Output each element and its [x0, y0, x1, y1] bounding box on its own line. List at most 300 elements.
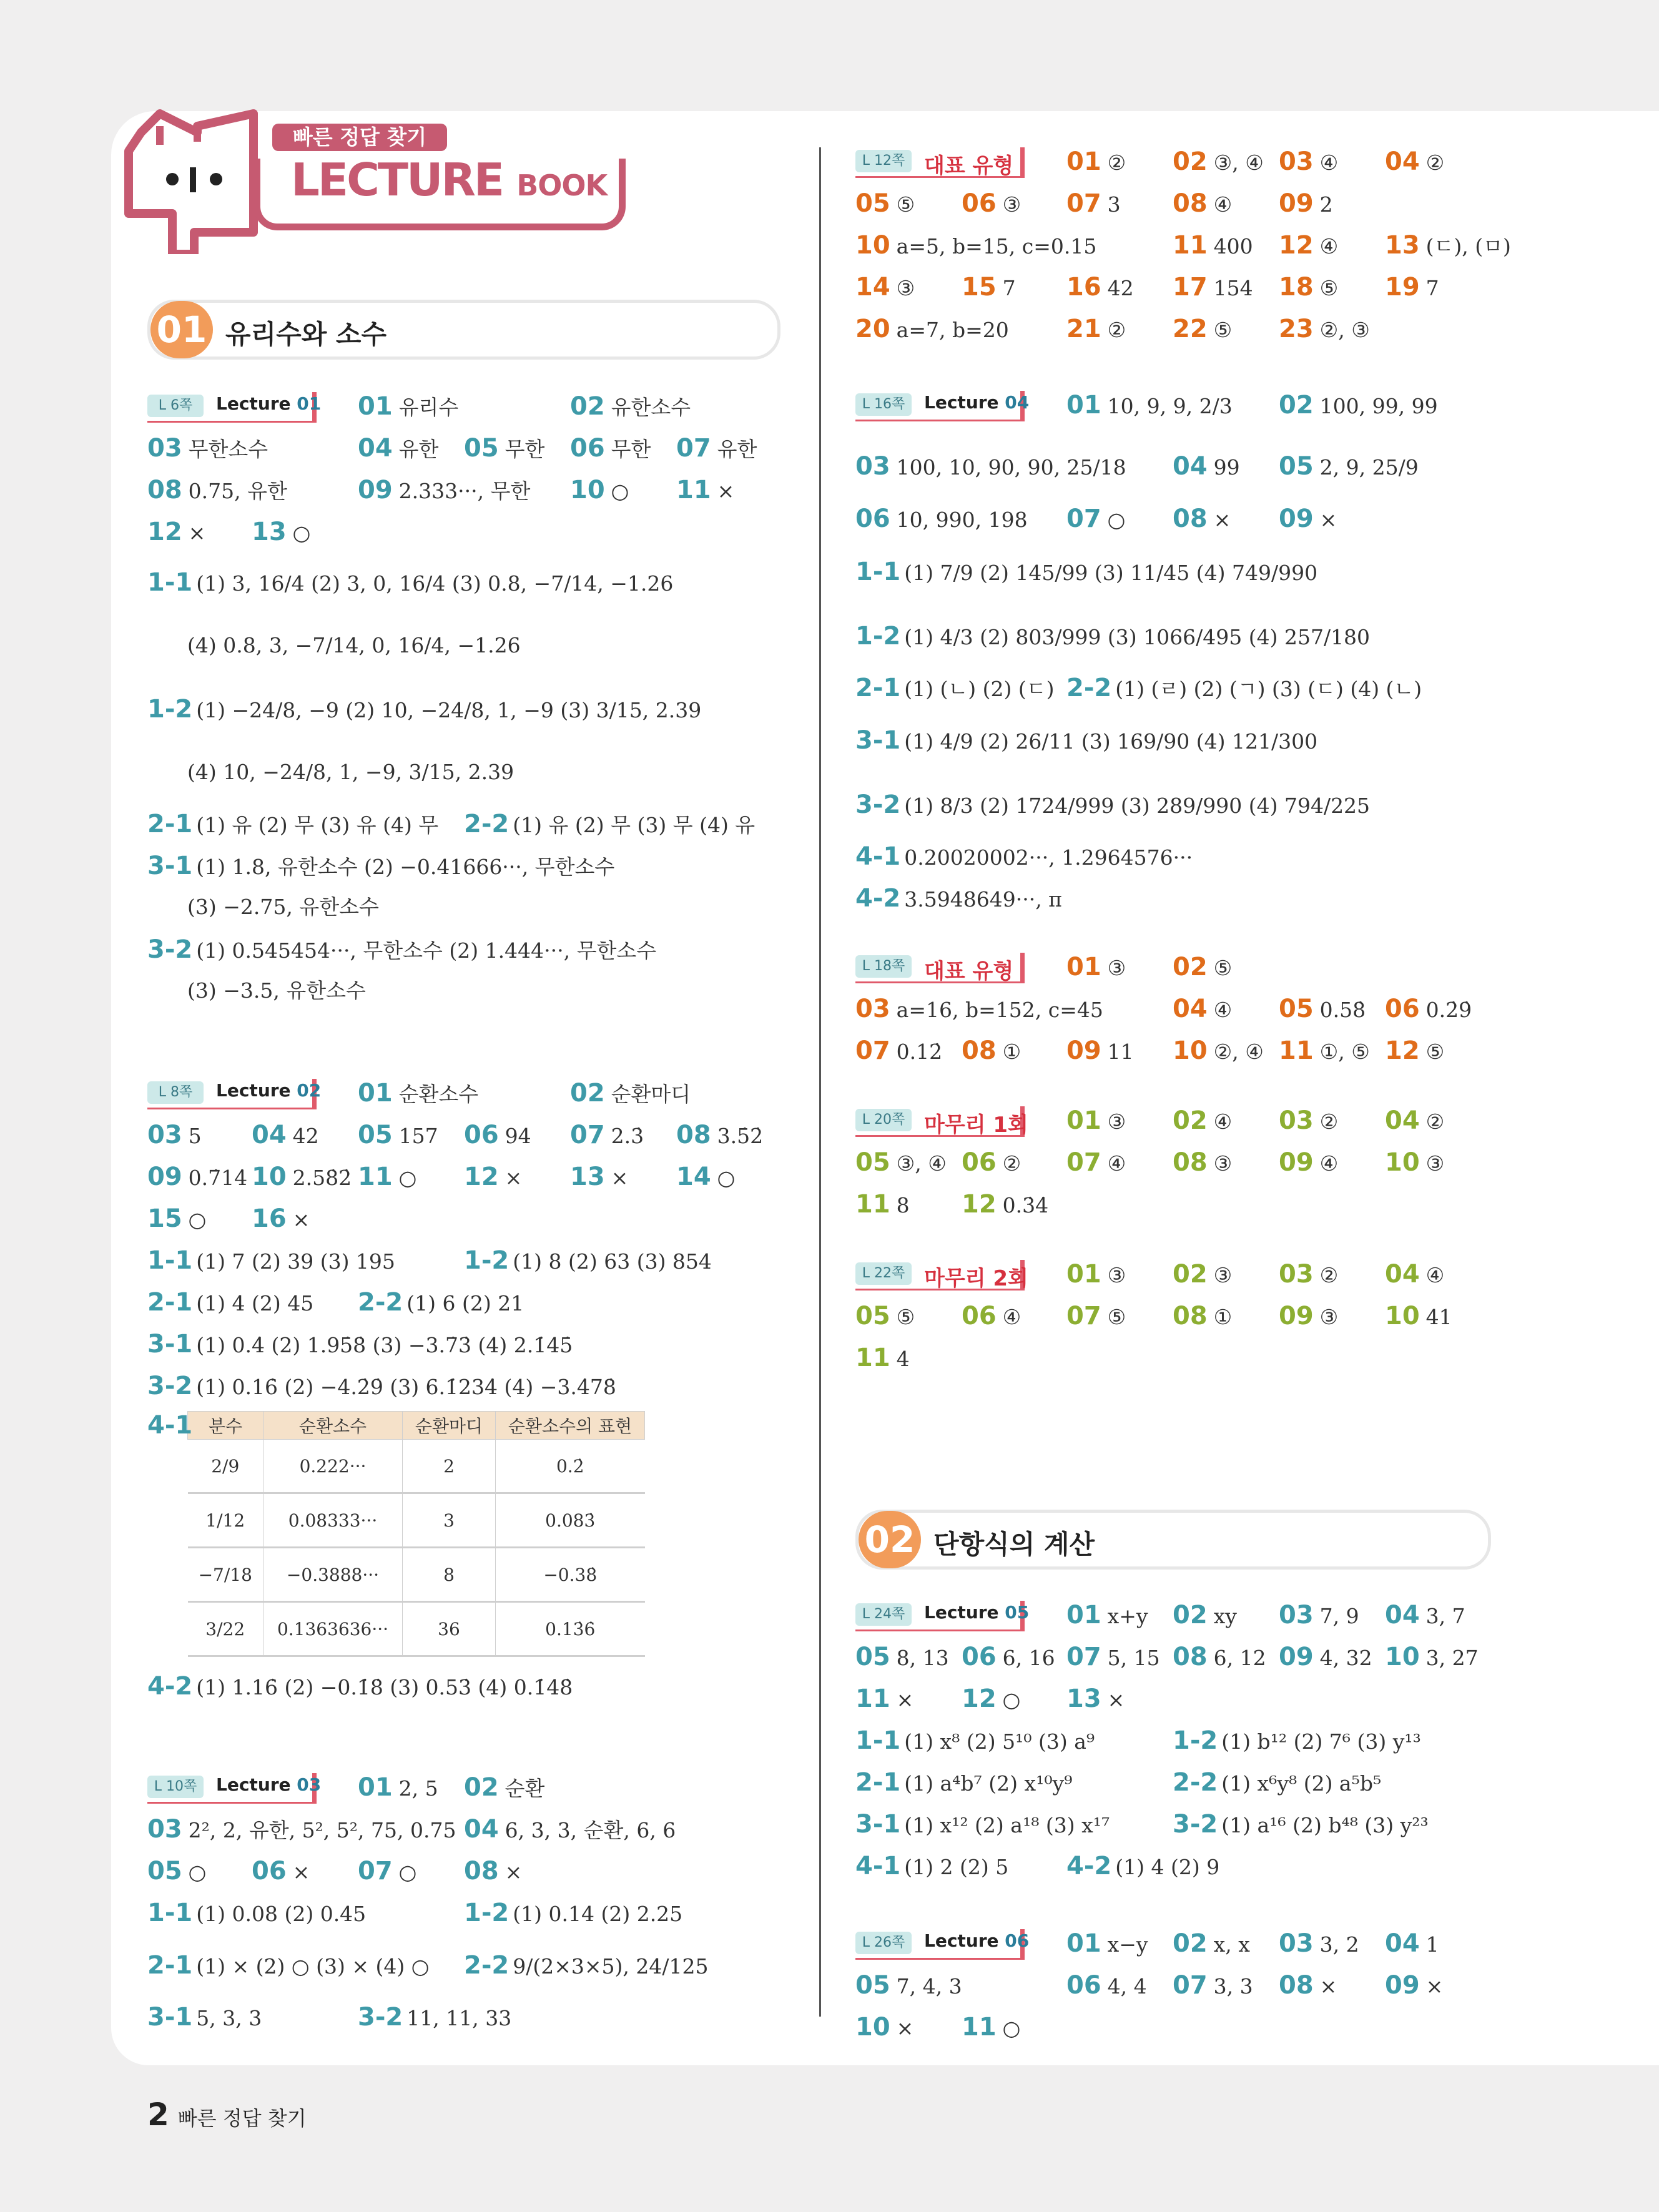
answer-number: 3-1 [147, 2003, 193, 2032]
answer-value: ⑤ [1425, 1040, 1445, 1064]
answer-item [1385, 1260, 1444, 1289]
answer-number: 11 [855, 1684, 890, 1713]
answer-item [1279, 1260, 1338, 1289]
answer-number: 07 [676, 434, 711, 463]
answer-item [147, 852, 614, 881]
answer-item [147, 810, 438, 839]
answer-value: 0.3̇4̇ [1002, 1193, 1049, 1217]
answer-item [1173, 1036, 1264, 1066]
answer-number: 02 [1173, 1106, 1208, 1135]
answer-number: 4-2 [147, 1672, 193, 1701]
answer-value: (1) 6 (2) 21 [406, 1291, 524, 1315]
answer-value: (1) 3, 16/4 (2) 3, 0, 16/4 (3) 0.8, −7/14, −1.26 [196, 571, 674, 596]
answer-item [855, 1810, 1110, 1839]
table-cell: 0.2̇ [496, 1440, 645, 1493]
answer-item [1279, 315, 1370, 344]
answer-value: ② [1425, 1109, 1445, 1134]
answer-value: ③ [1107, 956, 1126, 980]
answer-value: × [505, 1166, 523, 1190]
answer-item [855, 504, 1028, 534]
answer-number: 10 [1173, 1036, 1208, 1065]
answer-value: a=16, b=152, c=45 [896, 998, 1103, 1022]
column-divider [819, 147, 821, 2017]
answer-value: 10, 990, 198 [896, 508, 1028, 532]
answer-item [855, 1971, 962, 2000]
answer-value: ① [1213, 1305, 1233, 1329]
answer-value: 99 [1213, 455, 1240, 479]
answer-number: 4-2 [1066, 1852, 1112, 1880]
tag-page: L 8쪽 [147, 1081, 204, 1104]
answer-value: 42 [1107, 276, 1134, 300]
answer-number: 10 [855, 231, 890, 260]
answer-number: 02 [1173, 953, 1208, 981]
answer-number: 04 [252, 1121, 287, 1149]
answer-number: 1-1 [855, 558, 901, 586]
answer-item [464, 1121, 531, 1150]
answer-value: 41 [1425, 1305, 1452, 1329]
answer-number: 3-2 [1173, 1810, 1218, 1839]
answer-number: 09 [1279, 189, 1314, 218]
answer-item [1279, 189, 1333, 219]
answer-item [1279, 995, 1366, 1024]
answer-value: ② [1107, 150, 1126, 175]
answer-value: 0.75, 유한 [188, 479, 287, 503]
answer-value: x−y [1107, 1932, 1148, 1957]
answer-item [855, 1302, 915, 1331]
table-cell: 8 [403, 1548, 496, 1602]
answer-number: 09 [1279, 1148, 1314, 1177]
answer-value: ①, ⑤ [1319, 1040, 1370, 1064]
answer-value: × [292, 1207, 310, 1232]
answer-item [147, 476, 287, 505]
answer-number: 01 [1066, 1929, 1101, 1958]
answer-number: 08 [676, 1121, 711, 1149]
answer-number: 05 [855, 1971, 890, 2000]
answer-value: ② [1425, 150, 1445, 175]
answer-number: 12 [962, 1684, 997, 1713]
answer-number: 02 [570, 392, 605, 421]
answer-number: 10 [1385, 1302, 1420, 1330]
answer-value: 유한소수 [611, 395, 691, 420]
answer-number: 08 [962, 1036, 997, 1065]
answer-number: 08 [147, 476, 182, 504]
answer-item [1279, 1971, 1337, 2000]
answer-item [358, 392, 458, 421]
answer-item [358, 476, 530, 505]
tag-label: 마무리 1회 [924, 1113, 1028, 1138]
answer-number: 4-2 [855, 884, 901, 913]
answer-item [1173, 1260, 1232, 1289]
answer-value: (1) 4 (2) 9 [1115, 1855, 1220, 1879]
answer-number: 3-2 [147, 1372, 193, 1400]
answer-value: 5, 3, 3 [196, 2006, 262, 2030]
answer-value: 3, 2 [1319, 1932, 1359, 1957]
answer-item [147, 1330, 573, 1359]
answer-value: × [292, 1860, 310, 1884]
answer-item [147, 935, 656, 965]
answer-item [1385, 1601, 1465, 1630]
answer-item [1385, 1148, 1444, 1177]
answer-item [252, 1121, 319, 1150]
answer-item [1066, 1643, 1160, 1672]
answer-value: 5, 15 [1107, 1646, 1160, 1670]
answer-item [1385, 231, 1511, 260]
tag-page: L 24쪽 [855, 1603, 912, 1626]
answer-number: 3-2 [855, 790, 901, 819]
answer-number: 05 [358, 1121, 393, 1149]
page-number: 2 [147, 2096, 169, 2133]
answer-number: 12 [962, 1190, 997, 1219]
answer-number: 12 [464, 1163, 499, 1191]
answer-number: 07 [570, 1121, 605, 1149]
answer-item [464, 1163, 522, 1192]
answer-item [570, 434, 651, 463]
answer-number: 09 [1279, 504, 1314, 533]
answer-item [464, 810, 755, 839]
answer-item [962, 2013, 1020, 2042]
answer-number: 03 [1279, 1260, 1314, 1289]
answer-number: 05 [1279, 995, 1314, 1023]
answer-value: × [611, 1166, 629, 1190]
tag-number: 02 [290, 1080, 322, 1101]
answer-item [676, 1121, 763, 1150]
answer-item [570, 1121, 644, 1150]
answer-number: 07 [1066, 504, 1101, 533]
answer-item [570, 1163, 628, 1192]
answer-number: 03 [855, 452, 890, 481]
answer-value: 유리수 [398, 395, 459, 420]
answer-item [1173, 1726, 1421, 1756]
tag-label: 마무리 2회 [924, 1266, 1028, 1291]
answer-item [464, 1815, 676, 1844]
answer-value: 1 [1425, 1932, 1439, 1957]
answer-value: 3, 27 [1425, 1646, 1479, 1670]
answer-number: 2-2 [358, 1288, 403, 1317]
answer-item [1279, 1643, 1372, 1672]
answer-value: (1) 0.14 (2) 2.25 [513, 1902, 683, 1926]
answer-number: 2-1 [147, 1288, 193, 1317]
answer-item [1066, 315, 1126, 344]
answer-item [147, 568, 673, 597]
answer-value: ⑤ [896, 1305, 915, 1329]
answer-number: 04 [1385, 147, 1420, 176]
answer-number: 09 [1066, 1036, 1101, 1065]
answer-number: 01 [1066, 953, 1101, 981]
answer-value: (1) 0.4̇ (2) 1.95̇8̇ (3) −3.7̇3̇ (4) 2.1̇45̇ [196, 1333, 573, 1357]
answer-continuation [187, 632, 521, 659]
answer-number: 08 [1173, 1148, 1208, 1177]
answer-number: 13 [1385, 231, 1420, 260]
answer-item [1066, 1106, 1126, 1136]
answer-item [1066, 147, 1126, 177]
answer-number: 22 [1173, 315, 1208, 343]
tag-page: L 16쪽 [855, 393, 912, 416]
answer-value: ③ [1425, 1151, 1445, 1176]
answer-item [962, 1148, 1021, 1177]
answer-item [962, 1302, 1021, 1331]
answer-item [358, 434, 438, 463]
answer-item [147, 1372, 616, 1401]
table-row [188, 1440, 645, 1493]
answer-item [1173, 1929, 1250, 1959]
answer-item [855, 2013, 913, 2042]
answer-value: 100, 99, 99 [1319, 394, 1438, 418]
answer-item [855, 1643, 949, 1672]
answer-value: (1) 7/9 (2) 145/99 (3) 11/45 (4) 749/990 [904, 561, 1318, 585]
answer-number: 2-2 [1066, 674, 1112, 702]
answer-number: 08 [464, 1857, 499, 1885]
answer-item [855, 1726, 1095, 1756]
answer-value: a=7, b=20 [896, 318, 1009, 342]
answer-value: 6, 3, 3, 순환, 6, 6 [505, 1818, 676, 1842]
answer-item [464, 1773, 544, 1802]
answer-item [962, 1036, 1021, 1066]
answer-value: 9/(2×3×5), 24/125 [513, 1954, 709, 1979]
answer-value: 2, 9, 25/9 [1319, 455, 1419, 479]
lecture-tag [147, 1079, 322, 1109]
table-cell: 0.083̇ [496, 1493, 645, 1548]
answer-value: 4, 32 [1319, 1646, 1372, 1670]
answer-value: 7 [1002, 276, 1016, 300]
answer-value: x, x [1213, 1932, 1250, 1957]
answer-item [855, 1148, 947, 1177]
answer-item [1066, 1601, 1148, 1630]
answer-number: 05 [855, 1148, 890, 1177]
answer-item [855, 452, 1126, 481]
answer-item [147, 518, 205, 547]
answer-number: 15 [147, 1204, 182, 1233]
answer-value: (4) 0.8, 3, −7/14, 0, 16/4, −1.26 [187, 633, 521, 657]
answer-item [147, 1163, 247, 1192]
answer-value: × [717, 479, 735, 503]
answer-number: 11 [358, 1163, 393, 1191]
answer-value: 2 [1319, 192, 1333, 217]
answer-value: 무한 [505, 437, 545, 461]
answer-value: (1) 8/3 (2) 1724/999 (3) 289/990 (4) 794/225 [904, 794, 1371, 818]
answer-value: 4, 4 [1107, 1974, 1147, 1998]
answer-value: × [1425, 1974, 1444, 1998]
answer-value: ○ [292, 521, 311, 545]
answer-value: ④ [1213, 192, 1233, 217]
answer-item [855, 1684, 913, 1714]
answer-value: ②, ③ [1319, 318, 1370, 342]
answer-number: 09 [1279, 1302, 1314, 1330]
answer-value: (1) (ㄹ) (2) (ㄱ) (3) (ㄷ) (4) (ㄴ) [1115, 677, 1422, 701]
answer-value: ③ [896, 276, 915, 300]
answer-value: 3.5̇2̇ [717, 1124, 764, 1148]
answer-value: 2.333···, 무한 [398, 479, 531, 503]
answer-value: ② [1107, 318, 1126, 342]
answer-value: 무한 [611, 437, 651, 461]
tag-label: Lecture 01 [216, 393, 322, 414]
answer-item [855, 1036, 942, 1066]
answer-number: 1-1 [147, 1246, 193, 1275]
answer-value: (1) a¹⁶ (2) b⁴⁸ (3) y²³ [1221, 1813, 1429, 1837]
tag-number: 06 [998, 1930, 1030, 1951]
answer-value: (1) 2 (2) 5 [904, 1855, 1009, 1879]
table-cell: 2 [403, 1440, 496, 1493]
answer-item [1279, 1929, 1359, 1959]
answer-item [962, 1190, 1048, 1219]
answer-item [1279, 452, 1419, 481]
answer-item [1279, 1148, 1338, 1177]
answer-number: 12 [147, 518, 182, 546]
answer-item [570, 1079, 691, 1108]
answer-value: ⑤ [1107, 1305, 1126, 1329]
answer-item [1066, 1929, 1148, 1959]
answer-value: 3.5948649···, π [904, 887, 1062, 912]
answer-number: 19 [1385, 273, 1420, 302]
answer-value: × [505, 1860, 523, 1884]
answer-item [855, 726, 1317, 755]
answer-value: (1) 유 (2) 무 (3) 유 (4) 무 [196, 813, 439, 837]
answer-number: 03 [147, 1815, 182, 1844]
answer-number: 06 [1066, 1971, 1101, 2000]
answer-value: ④ [1319, 150, 1339, 175]
answer-item [855, 189, 915, 219]
answer-number: 04 [1173, 995, 1208, 1023]
answer-value: 11 [1107, 1040, 1134, 1064]
answer-item [1279, 504, 1337, 534]
tag-label: Lecture 06 [924, 1930, 1030, 1951]
answer-number: 13 [570, 1163, 605, 1191]
header-pill: 빠른 정답 찾기 [272, 124, 447, 151]
chapter-number: 02 [859, 1511, 921, 1568]
answer-number: 04 [358, 434, 393, 463]
answer-item [464, 1857, 522, 1886]
answer-number: 06 [464, 1121, 499, 1149]
answer-number: 05 [855, 1643, 890, 1671]
answer-item [1279, 1302, 1338, 1331]
answer-item [1173, 995, 1232, 1024]
answer-item [1066, 391, 1233, 420]
answer-item [962, 273, 1016, 302]
answer-number: 08 [1173, 189, 1208, 218]
answer-item [252, 1857, 310, 1886]
answer-value: 순환소수 [398, 1082, 479, 1106]
answer-value: (1) 0.16̇ (2) −4.2̇9̇ (3) 6.1̇234̇ (4) −3.4̇78̇ [196, 1375, 616, 1399]
answer-item [147, 1951, 430, 1980]
tag-label: Lecture 02 [216, 1080, 322, 1101]
tag-label: Lecture 05 [924, 1602, 1030, 1623]
answer-value: × [1107, 1688, 1125, 1712]
chapter-title: 단항식의 계산 [933, 1529, 1095, 1560]
answer-item [676, 434, 757, 463]
answer-value: 8, 13 [896, 1646, 949, 1670]
answer-value: ⑤ [896, 192, 915, 217]
answer-number: 10 [1385, 1643, 1420, 1671]
answer-item [1279, 1106, 1338, 1136]
answer-number: 01 [1066, 391, 1101, 420]
answer-value: 2², 2, 유한, 5², 5², 75, 0.75 [188, 1818, 456, 1842]
answer-item [1066, 189, 1121, 219]
answer-value: 400 [1213, 234, 1253, 258]
table-row [188, 1602, 645, 1656]
answer-number: 08 [1173, 1302, 1208, 1330]
answer-item [962, 1684, 1020, 1714]
answer-number: 06 [855, 504, 890, 533]
chapter-title: 유리수와 소수 [225, 319, 387, 350]
answer-value: ③ [1213, 1263, 1233, 1287]
answer-number: 10 [1385, 1148, 1420, 1177]
lecture-tag [855, 1106, 1028, 1138]
tag-page: L 12쪽 [855, 150, 912, 172]
answer-number: 11 [1173, 231, 1208, 260]
answer-number: 1-2 [464, 1899, 510, 1927]
answer-value: × [896, 1688, 914, 1712]
answer-value: 0.2̇9̇ [1425, 998, 1472, 1022]
answer-item [570, 392, 691, 421]
answer-number: 10 [252, 1163, 287, 1191]
answer-item [855, 842, 1193, 872]
answer-value: xy [1213, 1604, 1237, 1628]
answer-number: 11 [855, 1344, 890, 1372]
answer-item [464, 1951, 709, 1980]
answer-item [358, 1079, 478, 1108]
answer-value: 4 [896, 1347, 910, 1371]
tag-label: Lecture 03 [216, 1774, 322, 1795]
answer-number: 04 [1385, 1601, 1420, 1630]
answer-value: ② [1319, 1263, 1339, 1287]
answer-item [358, 1121, 438, 1150]
answer-value: 유한 [398, 437, 439, 461]
answer-value: ③, ④ [1213, 150, 1264, 175]
answer-value: × [1213, 508, 1231, 532]
answer-value: ④ [1319, 234, 1339, 258]
answer-value: (1) 8 (2) 63 (3) 854 [513, 1249, 712, 1274]
header-title [291, 154, 607, 206]
answer-value: ○ [1002, 2016, 1021, 2040]
answer-number: 16 [1066, 273, 1101, 302]
answer-value: 154 [1213, 276, 1253, 300]
answer-item [855, 273, 915, 302]
table-header: 순환소수의 표현 [496, 1412, 645, 1440]
answer-item [962, 1643, 1055, 1672]
answer-item [1173, 189, 1232, 219]
answer-item [1066, 1302, 1126, 1331]
answer-item [147, 2003, 262, 2032]
table-cell: −0.3888··· [263, 1548, 403, 1602]
answer-value: 100, 10, 90, 90, 25/18 [896, 455, 1126, 479]
answer-value: 0.20020002···, 1.2964576··· [904, 845, 1193, 870]
answer-item [252, 518, 310, 547]
answer-item [1385, 1971, 1443, 2000]
answer-number: 08 [1173, 1643, 1208, 1671]
answer-number: 11 [855, 1190, 890, 1219]
answer-value: 10, 9, 9, 2/3 [1107, 394, 1233, 418]
tag-label: Lecture 04 [924, 392, 1030, 413]
answer-number: 03 [147, 1121, 182, 1149]
tag-label: 대표 유형 [924, 959, 1014, 984]
answer-item [570, 476, 629, 505]
lecture-tag [147, 1773, 322, 1804]
answer-number: 04 [1173, 452, 1208, 481]
answer-item [1173, 1810, 1429, 1839]
answer-item [855, 1768, 1072, 1797]
answer-value: ④ [1213, 1109, 1233, 1134]
answer-item [464, 1899, 682, 1928]
footer-label: 빠른 정답 찾기 [177, 2106, 307, 2130]
answer-number: 17 [1173, 273, 1208, 302]
answer-value: 3, 3 [1213, 1974, 1253, 1998]
answer-number: 06 [962, 189, 997, 218]
lecture-tag [855, 391, 1030, 421]
answer-item [1173, 1643, 1266, 1672]
answer-value: ① [1002, 1040, 1021, 1064]
answer-value: × [1319, 508, 1337, 532]
answer-value: (1) 1.8, 유한소수 (2) −0.41666···, 무한소수 [196, 855, 615, 879]
answer-value: ④ [1319, 1151, 1339, 1176]
